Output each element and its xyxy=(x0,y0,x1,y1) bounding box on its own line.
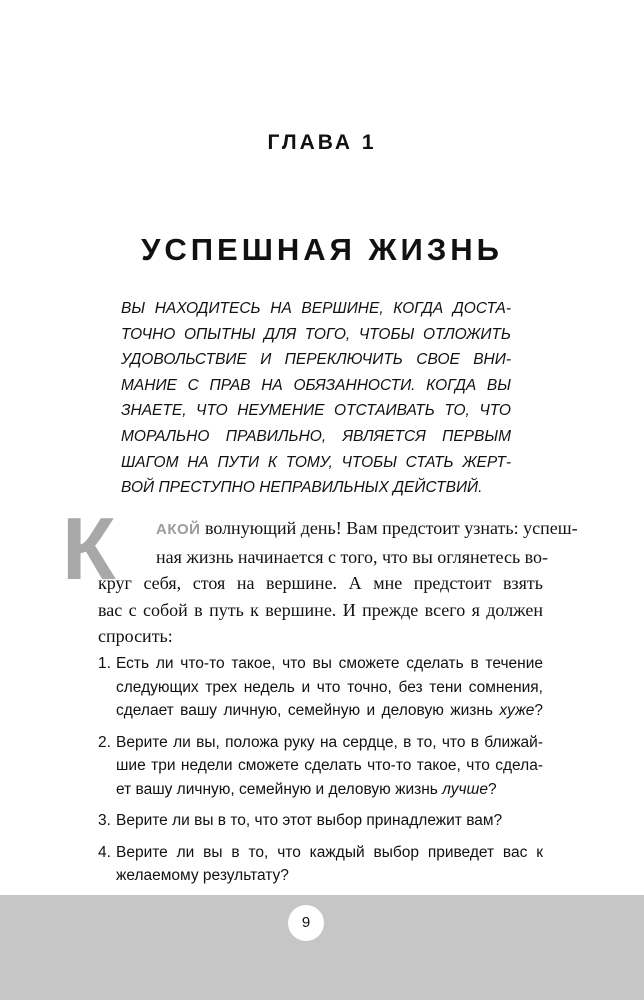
list-item xyxy=(98,841,543,888)
page-number: 9 xyxy=(288,905,324,941)
chapter-title: УСПЕШНАЯ ЖИЗНЬ xyxy=(141,232,503,267)
list-item xyxy=(98,809,543,833)
epigraph-line: МАНИЕ С ПРАВ НА ОБЯЗАННОСТИ. КОГДА ВЫ xyxy=(121,376,511,394)
list-line: Верите ли вы в то, что каждый выбор приведет вас к xyxy=(116,843,543,861)
epigraph xyxy=(121,296,511,501)
epigraph-line: УДОВОЛЬСТВИЕ И ПЕРЕКЛЮЧИТЬ СВОЕ ВНИ- xyxy=(121,351,511,369)
epigraph-line: ТОЧНО ОПЫТНЫ ДЛЯ ТОГО, ЧТОБЫ ОТЛОЖИТЬ xyxy=(121,325,511,343)
list-number: 3. xyxy=(98,812,111,829)
body-line: круг себя, стоя на вершине. А мне предстоит взять xyxy=(98,573,543,593)
epigraph-line: ЗНАЕТЕ, ЧТО НЕУМЕНИЕ ОТСТАИВАТЬ ТО, ЧТО xyxy=(121,402,511,420)
list-line: шие три недели сможете сделать что-то такое, что сдела- xyxy=(116,757,543,774)
list-line: Верите ли вы в то, что этот выбор принадлежит вам? xyxy=(116,812,503,829)
epigraph-line: ВОЙ ПРЕСТУПНО НЕПРАВИЛЬНЫХ ДЕЙСТВИЙ. xyxy=(121,479,483,497)
list-line: Верите ли вы, положа руку на сердце, в то, что в ближай- xyxy=(116,733,543,751)
list-line: следующих трех недель и что точно, без тени сомнения, xyxy=(116,678,543,696)
epigraph-line: ШАГОМ НА ПУТИ К ТОМУ, ЧТОБЫ СТАТЬ ЖЕРТ- xyxy=(121,453,511,471)
list-line-text: сделает вашу личную, семейную и деловую жизнь xyxy=(116,702,500,719)
body-line-rest: волнующий день! Вам предстоит узнать: успеш- xyxy=(200,518,578,538)
body-line: спросить: xyxy=(98,626,173,646)
chapter-heading: ГЛАВА 1 xyxy=(267,131,377,154)
epigraph-line: ВЫ НАХОДИТЕСЬ НА ВЕРШИНЕ, КОГДА ДОСТА- xyxy=(121,300,511,317)
body-paragraph xyxy=(98,515,578,650)
body-line: ная жизнь начинается с того, что вы оглянетесь во- xyxy=(156,546,549,567)
list-line: желаемому результату? xyxy=(116,867,289,884)
list-line: Есть ли что-то такое, что вы сможете сделать в течение xyxy=(116,655,543,672)
emphasis-word: хуже xyxy=(499,702,535,719)
list-line-end: ? xyxy=(534,702,543,719)
small-caps-word: АКОЙ xyxy=(156,521,201,538)
list-number: 2. xyxy=(98,733,111,751)
list-line xyxy=(116,778,543,802)
list-item xyxy=(98,731,543,802)
list-line xyxy=(116,699,543,723)
epigraph-line: МОРАЛЬНО ПРАВИЛЬНО, ЯВЛЯЕТСЯ ПЕРВЫМ xyxy=(121,427,511,445)
emphasis-word: лучше xyxy=(442,780,488,798)
body-line xyxy=(98,515,578,544)
list-item xyxy=(98,652,543,723)
list-line-end: ? xyxy=(488,780,497,798)
drop-cap: К xyxy=(62,499,116,598)
page-footer-band xyxy=(0,895,644,1000)
list-number: 4. xyxy=(98,843,111,861)
list-number: 1. xyxy=(98,655,111,672)
list-line-text: ет вашу личную, семейную и деловую жизнь xyxy=(116,780,443,798)
body-line: вас с собой в путь к вершине. И прежде всего я должен xyxy=(98,599,543,620)
question-list xyxy=(98,652,543,896)
